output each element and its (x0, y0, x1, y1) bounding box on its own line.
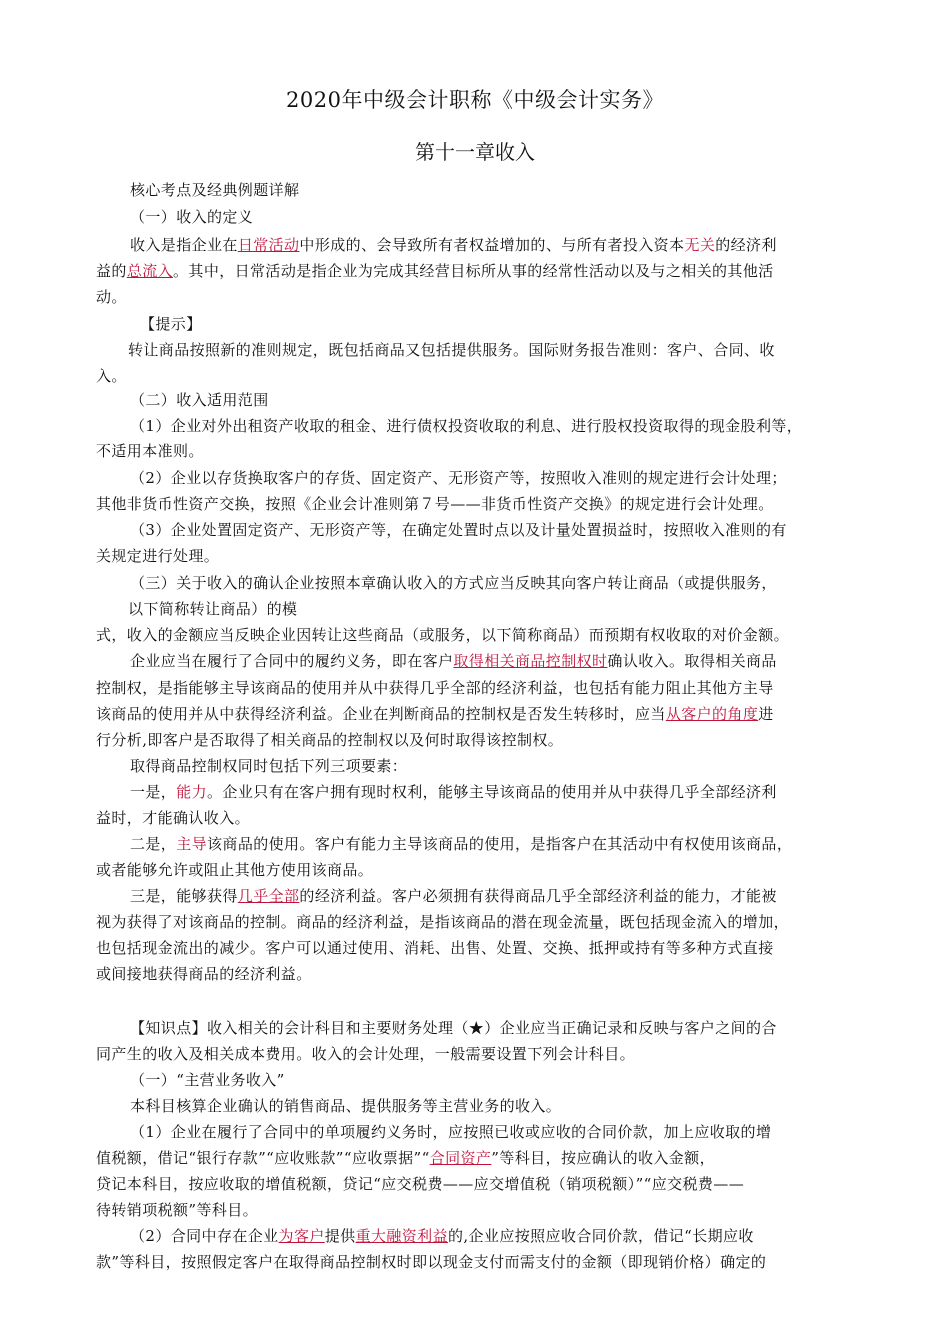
text-run: ”等科目，按应确认的收入金额， (491, 1149, 715, 1167)
paragraph-line: 【知识点】收入相关的会计科目和主要财务处理（★）企业应当正确记录和反映与客户之间的合 (130, 1019, 777, 1037)
paragraph-line: 式，收入的金额应当反映企业因转让这些商品（或服务，以下简称商品）而预期有权收取的对价金额。 (96, 626, 790, 644)
highlight-term: 为客户 (278, 1227, 325, 1245)
paragraph-line: 款”等科目，按照假定客户在取得商品控制权时即以现金支付而需支付的金额（即现销价格）确定的 (96, 1253, 767, 1271)
text-run: 一是， (130, 783, 177, 801)
paragraph-line: （三）关于收入的确认企业按照本章确认收入的方式应当反映其向客户转让商品（或提供服务， (130, 574, 777, 592)
text-run: 确认收入。取得相关商品 (607, 652, 777, 670)
paragraph-line: 以下简称转让商品）的模 (128, 600, 298, 618)
paragraph-line: 其他非货币性资产交换，按照《企业会计准则第７号——非货币性资产交换》的规定进行会计处理。 (96, 495, 774, 513)
text-run: 。其中，日常活动是指企业为完成其经营目标所从事的经常性活动以及与之相关的其他活 (173, 262, 774, 280)
paragraph-line: （2）企业以存货换取客户的存货、固定资产、无形资产等，按照收入准则的规定进行会计处理； (130, 469, 787, 487)
highlight-term: 无关 (684, 236, 716, 254)
paragraph-line: 贷记本科目，按应收取的增值税额，贷记“应交税费——应交增值税（销项税额）”“应交税费—— (96, 1175, 745, 1193)
highlight-term: 合同资产 (429, 1149, 492, 1167)
text-run: 进 (758, 705, 774, 723)
paragraph-line: 本科目核算企业确认的销售商品、提供服务等主营业务的收入。 (130, 1097, 562, 1115)
subsection-heading: （二）收入适用范围 (130, 391, 269, 409)
paragraph-line (96, 261, 774, 281)
paragraph-line: 控制权，是指能够主导该商品的使用并从中获得几乎全部的经济利益，也包括有能力阻止其他方主导 (96, 679, 774, 697)
highlight-term: 能力 (176, 783, 208, 801)
text-run: 益的 (96, 262, 127, 280)
text-run: 中形成的、会导致所有者权益增加的、与所有者投入资本 (299, 236, 685, 254)
paragraph-line: （3）企业处置固定资产、无形资产等，在确定处置时点以及计量处置损益时，按照收入准则的有 (130, 521, 787, 539)
paragraph-line: 或者能够允许或阻止其他方使用该商品。 (96, 861, 374, 879)
subsection-heading: （一）“主营业务收入” (130, 1071, 285, 1089)
paragraph-line: 视为获得了对该商品的控制。商品的经济利益，是指该商品的潜在现金流量，既包括现金流入的增加， (96, 913, 790, 931)
paragraph-line: （1）企业在履行了合同中的单项履约义务时，应按照已收或应收的合同价款，加上应收取的增 (130, 1123, 772, 1141)
text-run: 提供 (324, 1227, 356, 1245)
paragraph-line (96, 704, 774, 724)
text-run: 的,企业应按照应收合同价款，借记“长期应收 (447, 1227, 754, 1245)
paragraph-line: 同产生的收入及相关成本费用。收入的会计处理，一般需要设置下列会计科目。 (96, 1045, 636, 1063)
subsection-heading: （一）收入的定义 (130, 208, 254, 226)
paragraph-line: （1）企业对外出租资产收取的租金、进行债权投资收取的利息、进行股权投资取得的现金股利等， (130, 417, 803, 435)
paragraph-line: 行分析,即客户是否取得了相关商品的控制权以及何时取得该控制权。 (96, 731, 564, 749)
text-run: 的经济利益。客户必须拥有获得商品几乎全部经济利益的能力，才能被 (299, 887, 777, 905)
highlight-term: 取得相关商品控制权时 (453, 652, 608, 670)
paragraph-line (130, 651, 777, 671)
paragraph-line (130, 235, 777, 255)
highlight-term: 日常活动 (237, 236, 300, 254)
text-run: 值税额，借记“银行存款”“应收账款”“应收票据”“ (96, 1149, 430, 1167)
highlight-term: 从客户的角度 (665, 705, 759, 723)
paragraph-line: 动。 (96, 288, 127, 306)
text-run: 三是，能够获得 (130, 887, 238, 905)
text-run: 的经济利 (715, 236, 777, 254)
paragraph-line (130, 834, 792, 854)
text-run: 该商品的使用。客户有能力主导该商品的使用，是指客户在其活动中有权使用该商品， (207, 835, 793, 853)
paragraph-line: 益时，才能确认收入。 (96, 809, 251, 827)
paragraph-line: 不适用本准则。 (96, 442, 204, 460)
paragraph-line: 也包括现金流出的减少。客户可以通过使用、消耗、出售、处置、交换、抵押或持有等多种方式直接 (96, 939, 774, 957)
paragraph-line (130, 782, 777, 802)
highlight-term: 主导 (176, 835, 208, 853)
tip-label: 【提示】 (140, 315, 202, 333)
paragraph-line: 入。 (96, 367, 127, 385)
chapter-title: 第十一章收入 (415, 140, 535, 164)
highlight-term: 重大融资利益 (355, 1227, 448, 1245)
text-run: 。企业只有在客户拥有现时权利，能够主导该商品的使用并从中获得几乎全部经济利 (207, 783, 777, 801)
text-run: 该商品的使用并从中获得经济利益。企业在判断商品的控制权是否发生转移时，应当 (96, 705, 666, 723)
paragraph-line: 转让商品按照新的准则规定，既包括商品又包括提供服务。国际财务报告准则：客户、合同、收 (128, 341, 775, 359)
text-run: 收入是指企业在 (130, 236, 238, 254)
page-title: 2020年中级会计职称《中级会计实务》 (286, 88, 664, 112)
text-run: 二是， (130, 835, 177, 853)
paragraph-line: 或间接地获得商品的经济利益。 (96, 965, 312, 983)
text-run: （2）合同中存在企业 (130, 1227, 279, 1245)
paragraph-line: 待转销项税额”等科目。 (96, 1201, 259, 1219)
highlight-term: 几乎全部 (237, 887, 300, 905)
paragraph-line (130, 886, 777, 906)
section-heading: 核心考点及经典例题详解 (130, 181, 300, 199)
text-run: 企业应当在履行了合同中的履约义务，即在客户 (130, 652, 454, 670)
paragraph-line: 关规定进行处理。 (96, 547, 220, 565)
highlight-term: 总流入 (126, 262, 174, 280)
paragraph-line: 取得商品控制权同时包括下列三项要素： (130, 757, 408, 775)
paragraph-line (130, 1226, 754, 1246)
paragraph-line (96, 1148, 715, 1168)
